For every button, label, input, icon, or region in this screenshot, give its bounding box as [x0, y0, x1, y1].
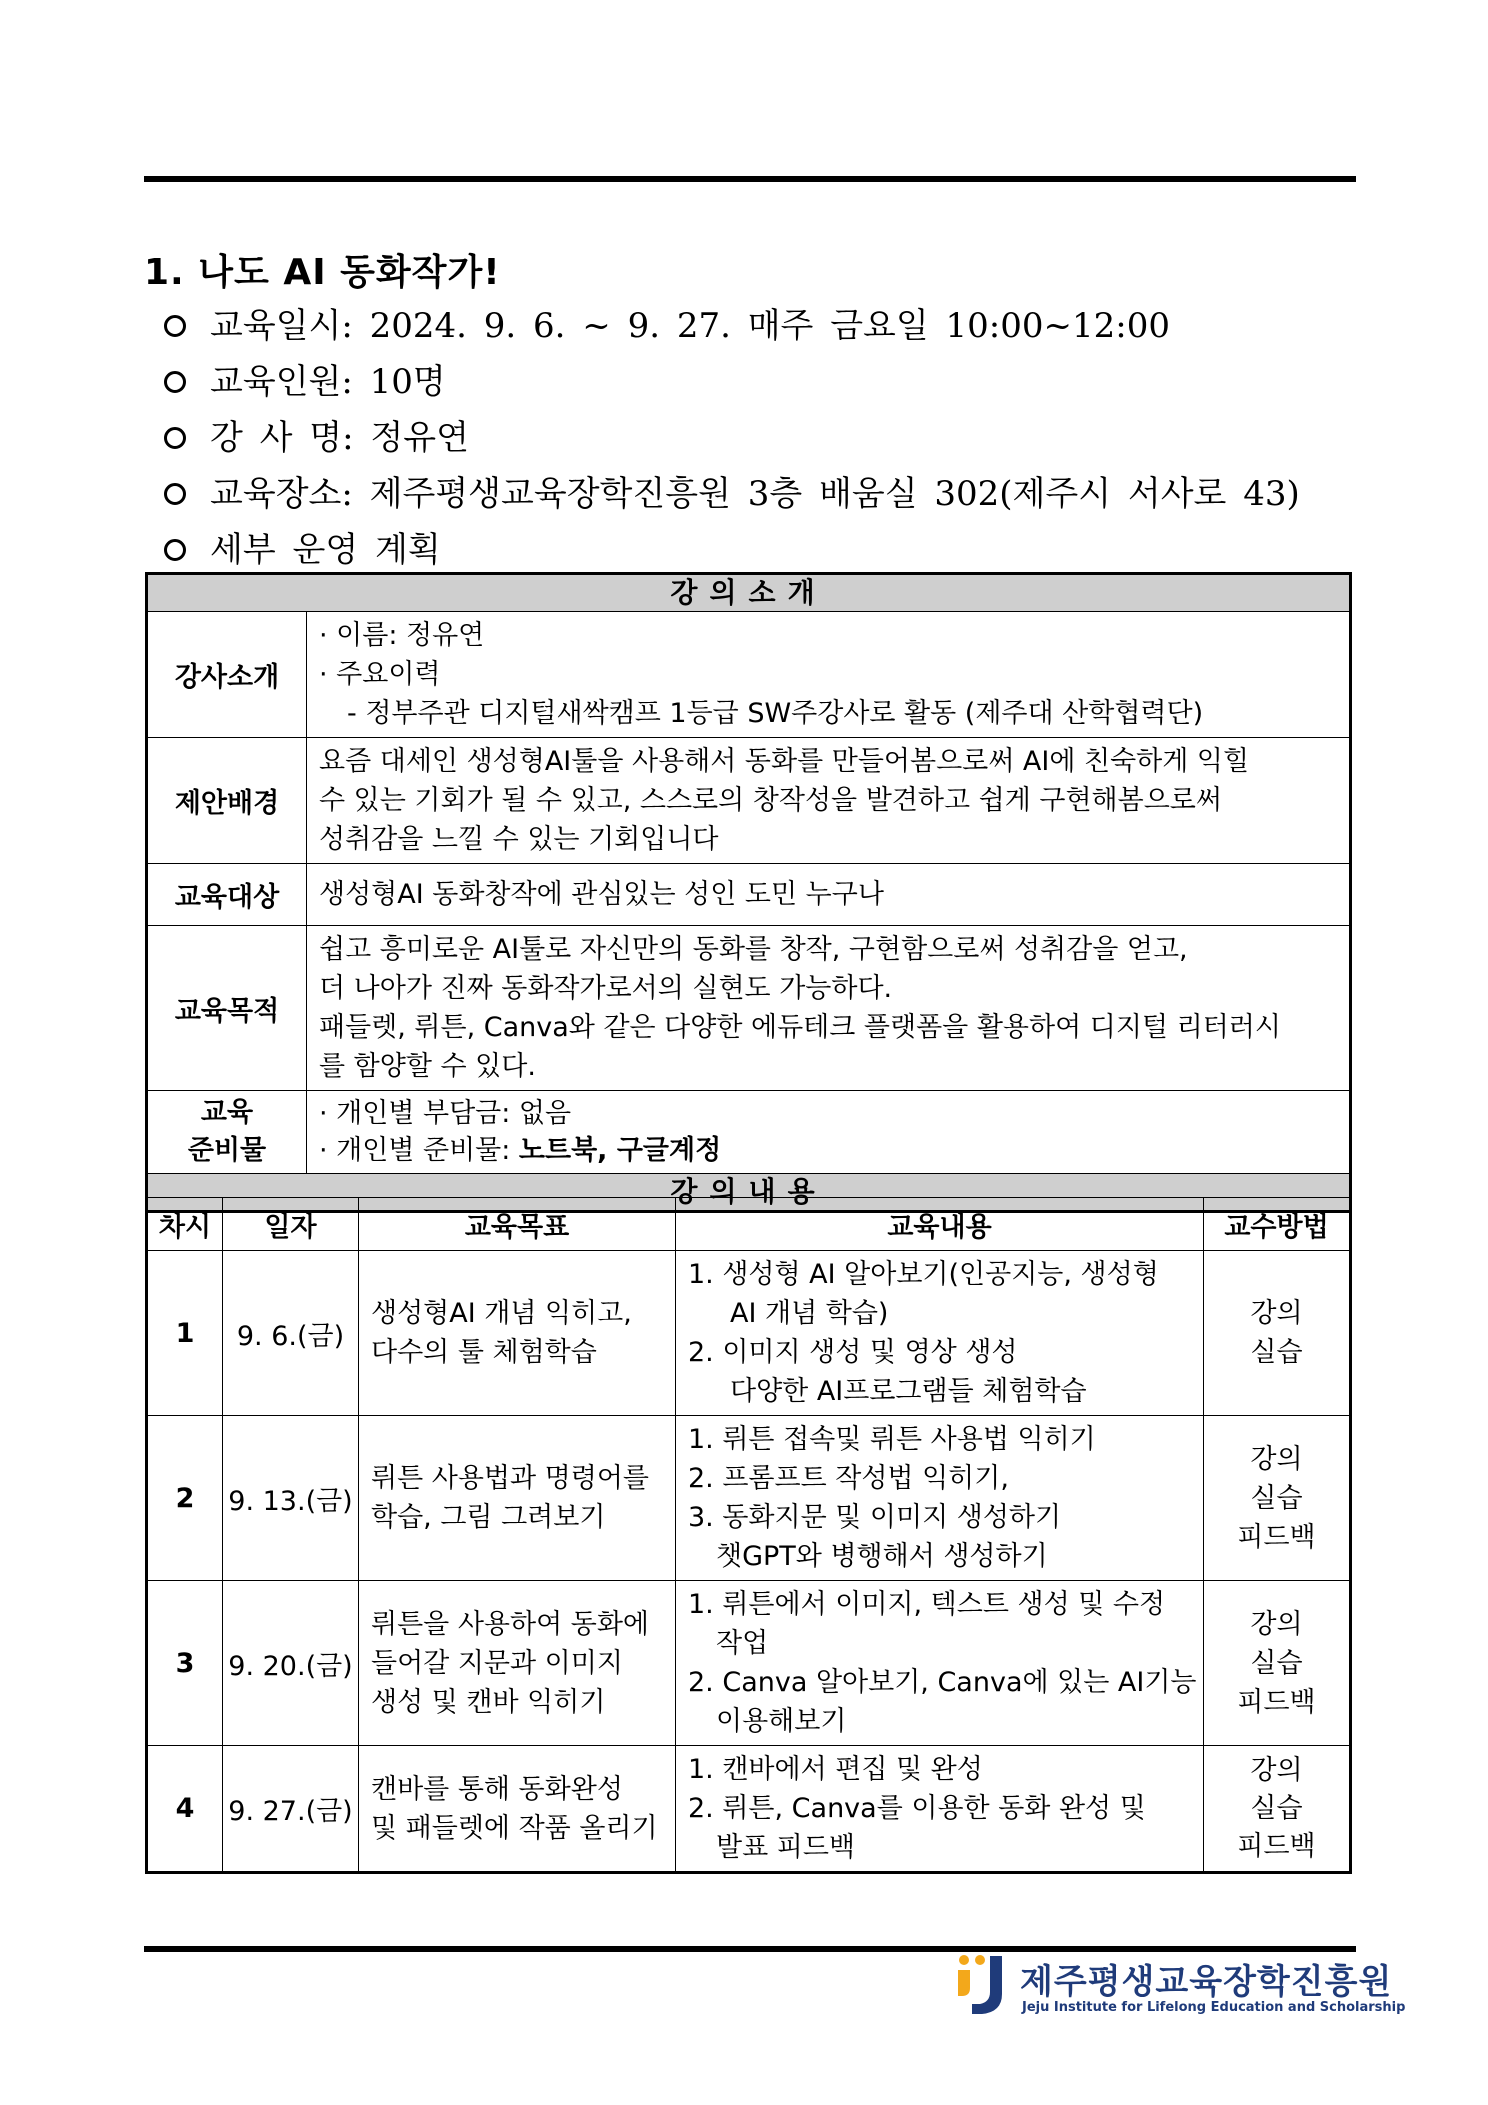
circle-bullet-icon [164, 371, 186, 393]
session-content: 1. 뤼튼에서 이미지, 텍스트 생성 및 수정 작업 2. Canva 알아보기, Canva에 있는 AI기능 이용해보기 [676, 1581, 1204, 1746]
session-goal: 뤼튼 사용법과 명령어를 학습, 그림 그려보기 [359, 1416, 676, 1581]
header-method: 교수방법 [1204, 1198, 1351, 1251]
instructor-label: 강사소개 [147, 612, 307, 738]
circle-bullet-icon [164, 427, 186, 449]
top-rule [144, 176, 1356, 182]
session-date: 9. 6.(금) [223, 1251, 359, 1416]
target-label: 교육대상 [147, 864, 307, 926]
table-row [147, 1581, 1351, 1746]
background-label: 제안배경 [147, 738, 307, 864]
jeju-institute-logo-icon [950, 1952, 1012, 2016]
materials-label: 교육 준비물 [147, 1091, 307, 1174]
info-item-capacity: 교육인원: 10명 [160, 354, 1360, 410]
table-row [147, 1416, 1351, 1581]
intro-section-header: 강의소개 [147, 574, 1351, 612]
header-content: 교육내용 [676, 1198, 1204, 1251]
goal-content: 쉽고 흥미로운 AI툴로 자신만의 동화를 창작, 구현함으로써 성취감을 얻고, 더 나아가 진짜 동화작가로서의 실현도 가능하다. 패들렛, 뤼튼, Canva와 같은 다양한 에듀테크 플랫폼을 활용하여 디지털 리터러시 를 함양할 수 있다. [307, 926, 1351, 1091]
session-number: 1 [147, 1251, 223, 1416]
materials-content: · 개인별 부담금: 없음 · 개인별 준비물: 노트북, 구글계정 [307, 1091, 1351, 1174]
session-method: 강의 실습 피드백 [1204, 1581, 1351, 1746]
header-goal: 교육목표 [359, 1198, 676, 1251]
header-date: 일자 [223, 1198, 359, 1251]
header-session: 차시 [147, 1198, 223, 1251]
info-list [160, 298, 1360, 578]
session-goal: 뤼튼을 사용하여 동화에 들어갈 지문과 이미지 생성 및 캔바 익히기 [359, 1581, 676, 1746]
page-title: 1. 나도 AI 동화작가! [144, 252, 501, 293]
session-date: 9. 20.(금) [223, 1581, 359, 1746]
table-row [147, 1746, 1351, 1873]
prep-items: 노트북, 구글계정 [518, 1135, 722, 1166]
session-number: 3 [147, 1581, 223, 1746]
session-method: 강의 실습 피드백 [1204, 1416, 1351, 1581]
circle-bullet-icon [164, 539, 186, 561]
schedule-section-header: 강의내용 [147, 1174, 1351, 1212]
session-number: 4 [147, 1746, 223, 1873]
schedule-table [145, 1197, 1352, 1874]
session-method: 강의 실습 [1204, 1251, 1351, 1416]
session-method: 강의 실습 피드백 [1204, 1746, 1351, 1873]
circle-bullet-icon [164, 483, 186, 505]
session-number: 2 [147, 1416, 223, 1581]
session-goal: 캔바를 통해 동화완성 및 패들렛에 작품 올리기 [359, 1746, 676, 1873]
session-content: 1. 뤼튼 접속및 뤼튼 사용법 익히기 2. 프롬프트 작성법 익히기, 3. 동화지문 및 이미지 생성하기 챗GPT와 병행해서 생성하기 [676, 1416, 1204, 1581]
info-item-plan: 세부 운영 계획 [160, 522, 1360, 578]
session-content: 1. 캔바에서 편집 및 완성 2. 뤼튼, Canva를 이용한 동화 완성 및 발표 피드백 [676, 1746, 1204, 1873]
info-item-schedule: 교육일시: 2024. 9. 6. ~ 9. 27. 매주 금요일 10:00~12:00 [160, 298, 1360, 354]
info-item-location: 교육장소: 제주평생교육장학진흥원 3층 배움실 302(제주시 서사로 43) [160, 466, 1360, 522]
background-content: 요즘 대세인 생성형AI툴을 사용해서 동화를 만들어봄으로써 AI에 친숙하게 익힐 수 있는 기회가 될 수 있고, 스스로의 창작성을 발견하고 쉽게 구현해봄으로써 성취감을 느낄 수 있는 기회입니다 [307, 738, 1351, 864]
table-row [147, 1251, 1351, 1416]
info-item-instructor: 강 사 명: 정유연 [160, 410, 1360, 466]
org-name-korean: 제주평생교육장학진흥원 [1020, 1962, 1393, 2002]
session-date: 9. 27.(금) [223, 1746, 359, 1873]
session-date: 9. 13.(금) [223, 1416, 359, 1581]
goal-label: 교육목적 [147, 926, 307, 1091]
org-name-english: Jeju Institute for Lifelong Education and Scholarship [1022, 2000, 1406, 2015]
session-goal: 생성형AI 개념 익히고, 다수의 툴 체험학습 [359, 1251, 676, 1416]
org-logo [950, 1952, 1406, 2022]
instructor-content: · 이름: 정유연 · 주요이력 - 정부주관 디지털새싹캠프 1등급 SW주강사로 활동 (제주대 산학협력단) [307, 612, 1351, 738]
session-content: 1. 생성형 AI 알아보기(인공지능, 생성형 AI 개념 학습) 2. 이미지 생성 및 영상 생성 다양한 AI프로그램들 체험학습 [676, 1251, 1204, 1416]
target-content: 생성형AI 동화창작에 관심있는 성인 도민 누구나 [307, 864, 1351, 926]
course-table [145, 572, 1352, 1213]
circle-bullet-icon [164, 315, 186, 337]
